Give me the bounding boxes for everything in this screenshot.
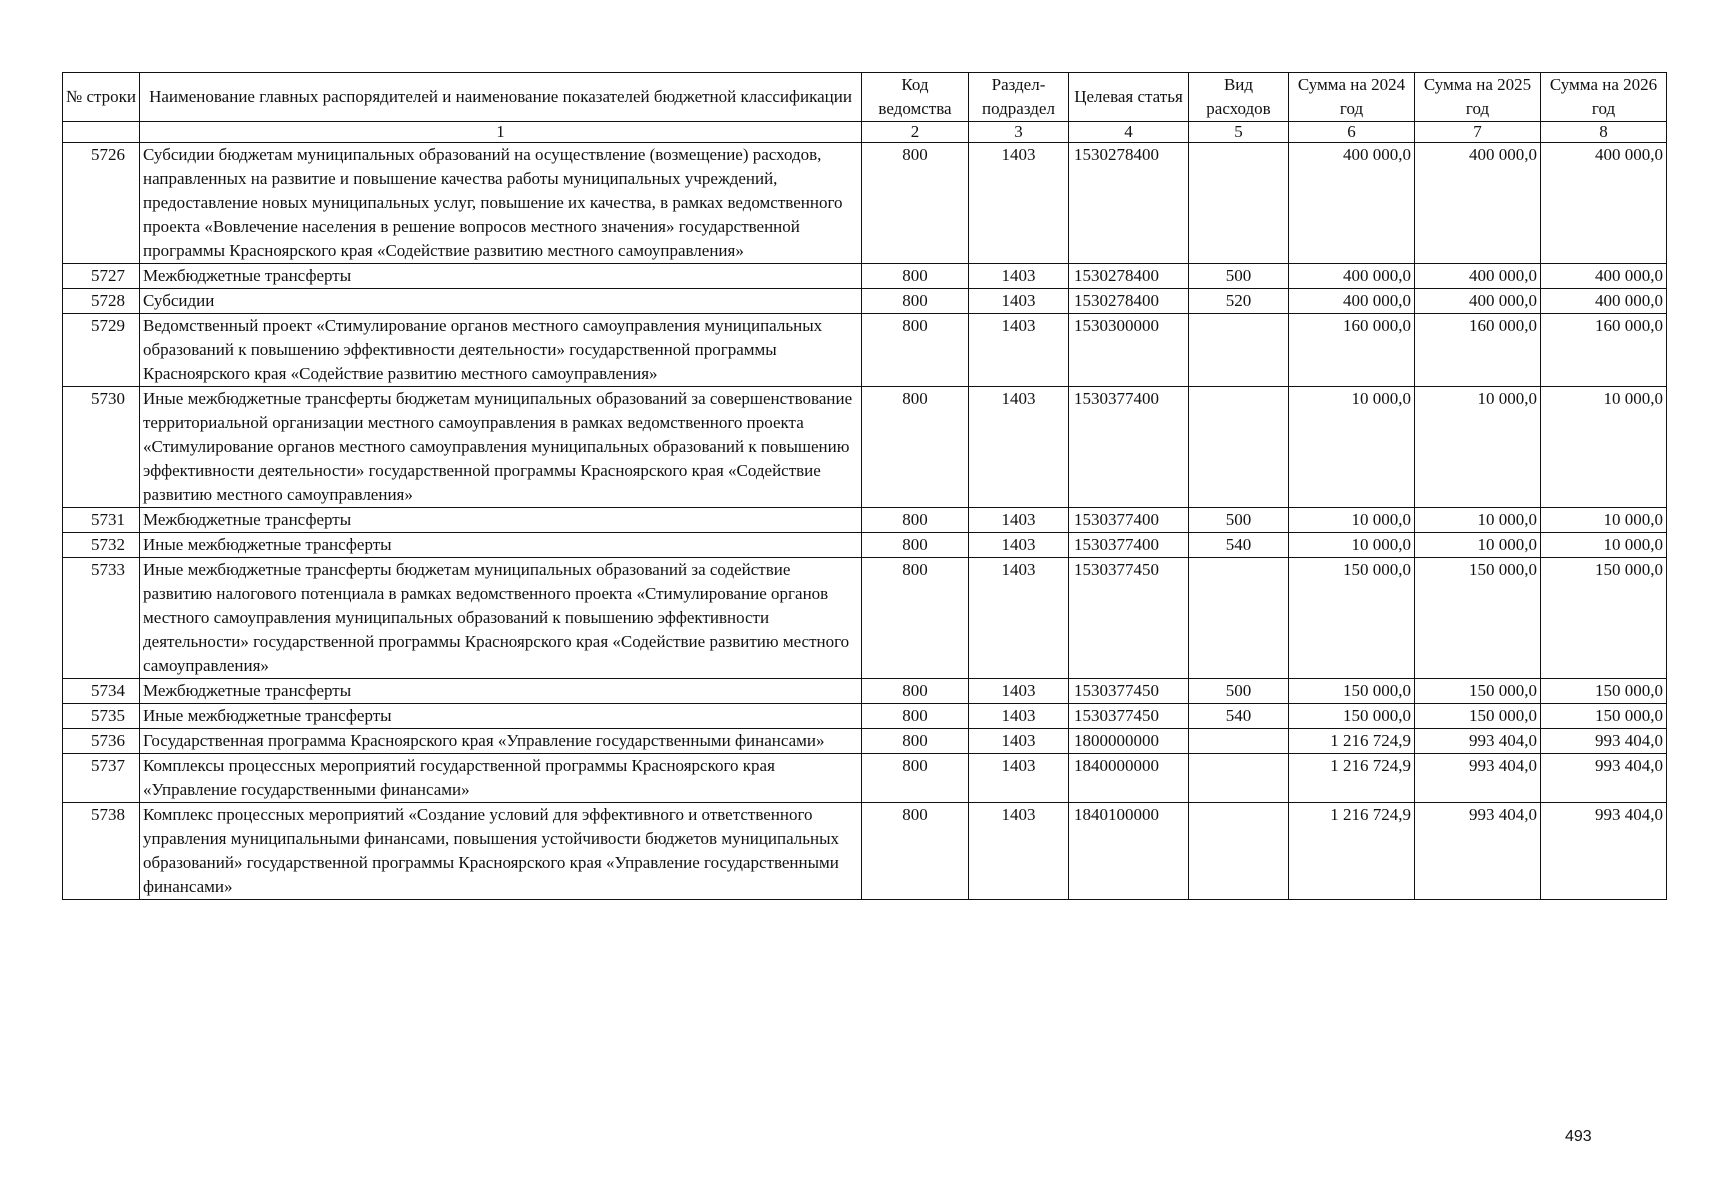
header-name: Наименование главных распорядителей и наименование показателей бюджетной классификации <box>140 73 862 122</box>
header-kind: Вид расходов <box>1189 73 1289 122</box>
row-code: 800 <box>862 679 969 704</box>
row-sum-2026: 400 000,0 <box>1541 143 1667 264</box>
table-row <box>63 558 1667 679</box>
row-kind <box>1189 143 1289 264</box>
row-code: 800 <box>862 387 969 508</box>
table-row <box>63 289 1667 314</box>
table-row <box>63 704 1667 729</box>
row-code: 800 <box>862 558 969 679</box>
row-sum-2025: 150 000,0 <box>1415 704 1541 729</box>
row-sum-2024: 150 000,0 <box>1289 558 1415 679</box>
column-number: 2 <box>862 122 969 143</box>
table-row <box>63 754 1667 803</box>
column-number: 7 <box>1415 122 1541 143</box>
row-sum-2025: 150 000,0 <box>1415 679 1541 704</box>
header-sum-2025: Сумма на 2025 год <box>1415 73 1541 122</box>
column-number: 8 <box>1541 122 1667 143</box>
row-sum-2025: 10 000,0 <box>1415 508 1541 533</box>
row-sum-2024: 10 000,0 <box>1289 533 1415 558</box>
row-name: Иные межбюджетные трансферты бюджетам муниципальных образований за совершенствование территориальной организации местного самоуправления в рамках ведомственного проекта «Стимулирование органов местного самоуправления муниципальных образований к повышению эффективности деятельности» государственной программы Красноярского края «Содействие развитию местного самоуправления» <box>140 387 862 508</box>
column-number <box>63 122 140 143</box>
row-code: 800 <box>862 508 969 533</box>
row-section: 1403 <box>969 289 1069 314</box>
row-sum-2025: 150 000,0 <box>1415 558 1541 679</box>
row-number: 5729 <box>63 314 140 387</box>
row-code: 800 <box>862 143 969 264</box>
row-section: 1403 <box>969 704 1069 729</box>
row-code: 800 <box>862 264 969 289</box>
header-code: Код ведомства <box>862 73 969 122</box>
row-sum-2024: 10 000,0 <box>1289 387 1415 508</box>
row-section: 1403 <box>969 143 1069 264</box>
table-row <box>63 143 1667 264</box>
row-name: Иные межбюджетные трансферты <box>140 533 862 558</box>
row-kind: 500 <box>1189 508 1289 533</box>
row-sum-2026: 993 404,0 <box>1541 729 1667 754</box>
row-name: Государственная программа Красноярского края «Управление государственными финансами» <box>140 729 862 754</box>
row-target: 1800000000 <box>1069 729 1189 754</box>
header-sum-2026: Сумма на 2026 год <box>1541 73 1667 122</box>
row-target: 1530278400 <box>1069 264 1189 289</box>
budget-table <box>62 72 1667 900</box>
row-sum-2025: 993 404,0 <box>1415 754 1541 803</box>
row-target: 1840100000 <box>1069 803 1189 900</box>
row-section: 1403 <box>969 533 1069 558</box>
row-kind: 520 <box>1189 289 1289 314</box>
row-sum-2025: 10 000,0 <box>1415 387 1541 508</box>
row-name: Субсидии <box>140 289 862 314</box>
row-target: 1530377450 <box>1069 679 1189 704</box>
row-section: 1403 <box>969 387 1069 508</box>
row-name: Иные межбюджетные трансферты бюджетам муниципальных образований за содействие развитию налогового потенциала в рамках ведомственного проекта «Стимулирование органов местного самоуправления муниципальных образований к повышению эффективности деятельности» государственной программы Красноярского края «Содействие развитию местного самоуправления» <box>140 558 862 679</box>
row-section: 1403 <box>969 558 1069 679</box>
column-number: 6 <box>1289 122 1415 143</box>
row-sum-2025: 10 000,0 <box>1415 533 1541 558</box>
row-sum-2026: 10 000,0 <box>1541 533 1667 558</box>
row-section: 1403 <box>969 679 1069 704</box>
row-sum-2025: 160 000,0 <box>1415 314 1541 387</box>
row-sum-2026: 993 404,0 <box>1541 803 1667 900</box>
row-name: Ведомственный проект «Стимулирование органов местного самоуправления муниципальных образований к повышению эффективности деятельности» государственной программы Красноярского края «Содействие развитию местного самоуправления» <box>140 314 862 387</box>
row-target: 1530377400 <box>1069 508 1189 533</box>
row-sum-2024: 1 216 724,9 <box>1289 803 1415 900</box>
row-kind <box>1189 387 1289 508</box>
row-sum-2026: 150 000,0 <box>1541 704 1667 729</box>
row-number: 5738 <box>63 803 140 900</box>
column-number: 5 <box>1189 122 1289 143</box>
row-sum-2026: 150 000,0 <box>1541 679 1667 704</box>
header-sum-2024: Сумма на 2024 год <box>1289 73 1415 122</box>
row-sum-2024: 1 216 724,9 <box>1289 754 1415 803</box>
row-kind: 540 <box>1189 533 1289 558</box>
row-kind: 500 <box>1189 264 1289 289</box>
row-name: Субсидии бюджетам муниципальных образований на осуществление (возмещение) расходов, направленных на развитие и повышение качества работы муниципальных учреждений, предоставление новых муниципальных услуг, повышение их качества, в рамках ведомственного проекта «Вовлечение населения в решение вопросов местного значения» государственной программы Красноярского края «Содействие развитию местного самоуправления» <box>140 143 862 264</box>
header-target: Целевая статья <box>1069 73 1189 122</box>
row-number: 5734 <box>63 679 140 704</box>
row-name: Межбюджетные трансферты <box>140 508 862 533</box>
row-sum-2024: 400 000,0 <box>1289 143 1415 264</box>
row-sum-2026: 150 000,0 <box>1541 558 1667 679</box>
row-code: 800 <box>862 754 969 803</box>
row-sum-2024: 400 000,0 <box>1289 289 1415 314</box>
row-code: 800 <box>862 289 969 314</box>
row-target: 1530300000 <box>1069 314 1189 387</box>
row-kind <box>1189 803 1289 900</box>
page-number: 493 <box>1565 1128 1592 1145</box>
row-kind: 500 <box>1189 679 1289 704</box>
header-section: Раздел-подраздел <box>969 73 1069 122</box>
row-number: 5728 <box>63 289 140 314</box>
row-number: 5736 <box>63 729 140 754</box>
row-sum-2026: 400 000,0 <box>1541 289 1667 314</box>
table-row <box>63 533 1667 558</box>
row-code: 800 <box>862 533 969 558</box>
row-number: 5726 <box>63 143 140 264</box>
row-kind <box>1189 754 1289 803</box>
row-name: Межбюджетные трансферты <box>140 679 862 704</box>
table-row <box>63 508 1667 533</box>
row-number: 5730 <box>63 387 140 508</box>
row-sum-2026: 160 000,0 <box>1541 314 1667 387</box>
row-name: Комплекс процессных мероприятий «Создание условий для эффективного и ответственного управления муниципальными финансами, повышения устойчивости бюджетов муниципальных образований» государственной программы Красноярского края «Управление государственными финансами» <box>140 803 862 900</box>
row-sum-2024: 1 216 724,9 <box>1289 729 1415 754</box>
row-sum-2024: 160 000,0 <box>1289 314 1415 387</box>
row-target: 1530377450 <box>1069 558 1189 679</box>
row-section: 1403 <box>969 314 1069 387</box>
row-kind <box>1189 558 1289 679</box>
row-sum-2025: 993 404,0 <box>1415 729 1541 754</box>
row-sum-2026: 10 000,0 <box>1541 508 1667 533</box>
row-section: 1403 <box>969 803 1069 900</box>
row-target: 1530377400 <box>1069 533 1189 558</box>
row-kind <box>1189 729 1289 754</box>
row-name: Комплексы процессных мероприятий государственной программы Красноярского края «Управление государственными финансами» <box>140 754 862 803</box>
row-code: 800 <box>862 729 969 754</box>
row-number: 5735 <box>63 704 140 729</box>
table-row <box>63 264 1667 289</box>
table-row <box>63 679 1667 704</box>
row-name: Иные межбюджетные трансферты <box>140 704 862 729</box>
row-target: 1840000000 <box>1069 754 1189 803</box>
row-sum-2024: 400 000,0 <box>1289 264 1415 289</box>
row-sum-2025: 400 000,0 <box>1415 264 1541 289</box>
table-row <box>63 387 1667 508</box>
row-code: 800 <box>862 803 969 900</box>
row-sum-2025: 993 404,0 <box>1415 803 1541 900</box>
table-row <box>63 729 1667 754</box>
row-code: 800 <box>862 314 969 387</box>
row-sum-2026: 400 000,0 <box>1541 264 1667 289</box>
row-kind <box>1189 314 1289 387</box>
table-body <box>63 143 1667 900</box>
row-number: 5727 <box>63 264 140 289</box>
row-target: 1530377450 <box>1069 704 1189 729</box>
table-row <box>63 803 1667 900</box>
row-sum-2026: 993 404,0 <box>1541 754 1667 803</box>
row-sum-2024: 150 000,0 <box>1289 679 1415 704</box>
row-code: 800 <box>862 704 969 729</box>
row-target: 1530377400 <box>1069 387 1189 508</box>
row-sum-2024: 10 000,0 <box>1289 508 1415 533</box>
column-number: 1 <box>140 122 862 143</box>
row-number: 5737 <box>63 754 140 803</box>
column-number: 4 <box>1069 122 1189 143</box>
row-sum-2025: 400 000,0 <box>1415 289 1541 314</box>
row-sum-2024: 150 000,0 <box>1289 704 1415 729</box>
table-header-row <box>63 73 1667 122</box>
row-number: 5733 <box>63 558 140 679</box>
header-row-number: № строки <box>63 73 140 122</box>
row-section: 1403 <box>969 264 1069 289</box>
row-target: 1530278400 <box>1069 289 1189 314</box>
row-target: 1530278400 <box>1069 143 1189 264</box>
row-name: Межбюджетные трансферты <box>140 264 862 289</box>
column-number-row <box>63 122 1667 143</box>
table-row <box>63 314 1667 387</box>
row-number: 5732 <box>63 533 140 558</box>
row-section: 1403 <box>969 754 1069 803</box>
row-section: 1403 <box>969 508 1069 533</box>
row-number: 5731 <box>63 508 140 533</box>
row-sum-2025: 400 000,0 <box>1415 143 1541 264</box>
row-sum-2026: 10 000,0 <box>1541 387 1667 508</box>
row-kind: 540 <box>1189 704 1289 729</box>
column-number: 3 <box>969 122 1069 143</box>
row-section: 1403 <box>969 729 1069 754</box>
